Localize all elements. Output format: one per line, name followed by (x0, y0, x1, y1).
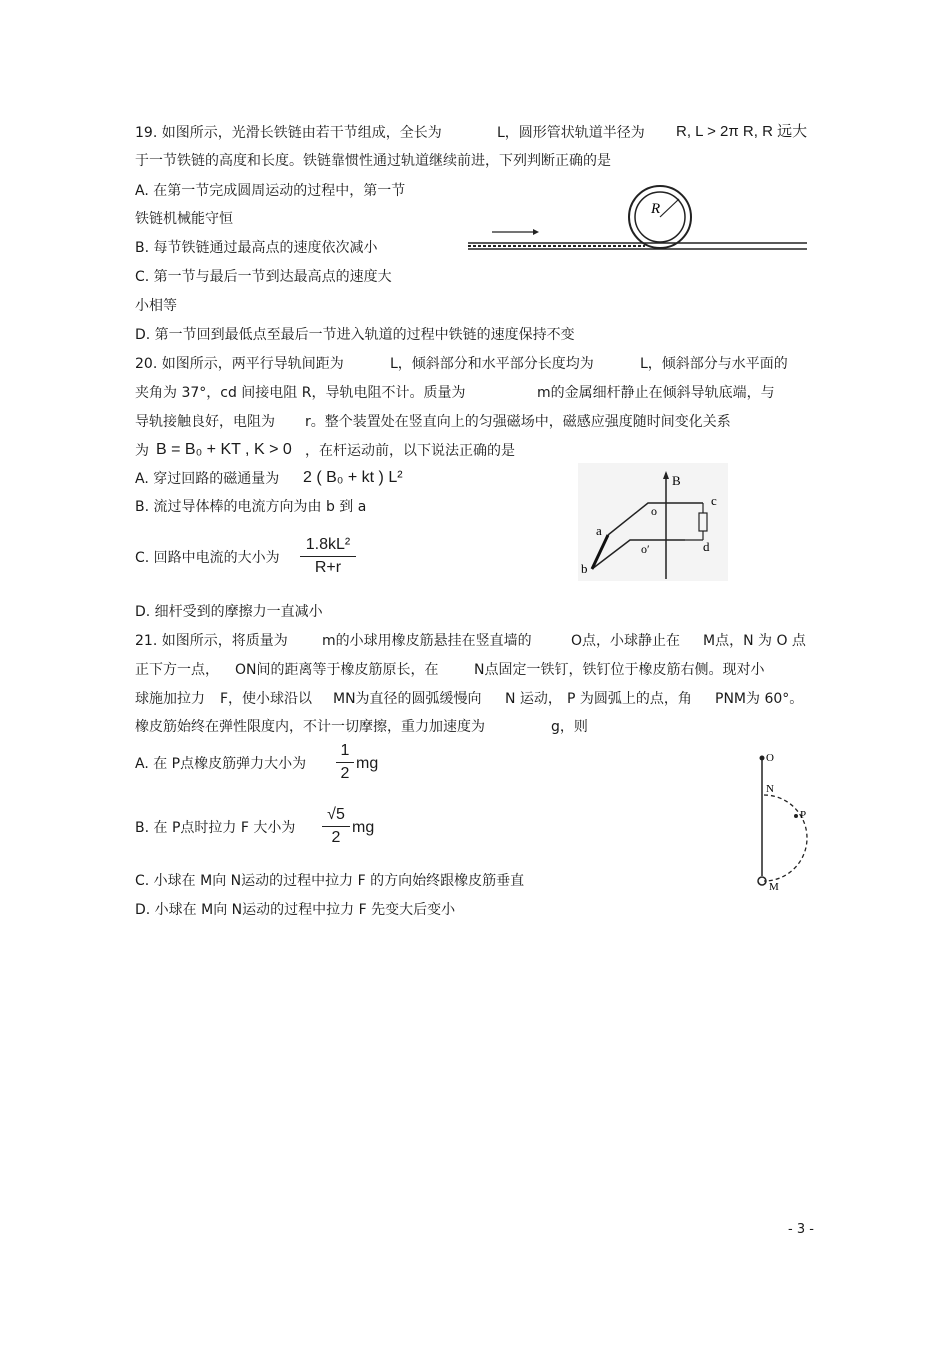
q20-line1b: L，倾斜部分和水平部分长度均为 (390, 356, 594, 372)
q20-option-d: D. 细杆受到的摩擦力一直减小 (135, 604, 323, 620)
q21-line4b: g，则 (551, 719, 588, 735)
q20-fig-label-o: o (651, 504, 657, 518)
q21-option-a-denominator: 2 (340, 765, 350, 782)
q20-option-a: A. 穿过回路的磁通量为 (135, 471, 280, 487)
q20-fig-label-b-end: b (581, 561, 588, 576)
q19-fig-label-r: R (651, 201, 661, 217)
q19-track-figure (465, 180, 810, 255)
q21-line3e: P 为圆弧上的点，角 (567, 691, 692, 707)
q21-option-b-denominator: 2 (331, 829, 341, 846)
q19-option-c2: 小相等 (135, 298, 177, 314)
q20-fig-label-a: a (596, 523, 602, 538)
fraction-bar (322, 826, 350, 827)
q19-line1a: 19. 如图所示，光滑长铁链由若干节组成，全长为 (135, 125, 442, 141)
q21-fig-label-o: O (766, 752, 774, 764)
fraction-bar (300, 556, 356, 557)
q21-line1c: O点，小球静止在 (571, 633, 681, 649)
q19-line2: 于一节铁链的高度和长度。铁链靠惯性通过轨道继续前进，下列判断正确的是 (135, 153, 611, 169)
q21-option-a: A. 在 P点橡皮筋弹力大小为 (135, 756, 307, 772)
q21-line1d: M点，N 为 O 点 (703, 633, 806, 649)
q20-rails-figure (578, 463, 728, 581)
q20-fig-label-o-prime: o′ (641, 542, 650, 556)
q20-option-b: B. 流过导体棒的电流方向为由 b 到 a (135, 499, 367, 515)
q20-option-c-numerator: 1.8kL² (305, 536, 351, 553)
q21-option-b: B. 在 P点时拉力 F 大小为 (135, 820, 296, 836)
q21-line1a: 21. 如图所示，将质量为 (135, 633, 288, 649)
q21-fig-label-n: N (766, 783, 774, 795)
q20-line2a: 夹角为 37°，cd 间接电阻 R，导轨电阻不计。质量为 (135, 385, 466, 401)
q21-line3f: PNM为 60°。 (715, 691, 804, 707)
q21-arc-figure (745, 748, 820, 898)
page-number: - 3 - (788, 1222, 814, 1237)
q20-fig-label-c: c (711, 493, 717, 508)
q21-line3b: F，使小球沿以 (220, 691, 313, 707)
q19-line1c: R, L > 2π R, R 远大 (676, 123, 808, 140)
q21-line2a: 正下方一点， (135, 662, 219, 678)
q21-option-b-fraction (322, 806, 350, 847)
q21-option-c: C. 小球在 M向 N运动的过程中拉力 F 的方向始终跟橡皮筋垂直 (135, 873, 525, 889)
q20-line3b: r。整个装置处在竖直向上的匀强磁场中，磁感应强度随时间变化关系 (305, 414, 731, 430)
q20-line4a: 为 (135, 443, 149, 459)
q21-option-a-numerator: 1 (340, 742, 350, 759)
q19-option-a2: 铁链机械能守恒 (135, 211, 233, 227)
q19-option-b: B. 每节铁链通过最高点的速度依次减小 (135, 240, 378, 256)
q21-line2c: N点固定一铁钉，铁钉位于橡皮筋右侧。现对小 (474, 662, 765, 678)
q21-line3c: MN为直径的圆弧缓慢向 (333, 691, 482, 707)
q20-option-a-formula: 2 ( B₀ + kt ) L² (303, 469, 403, 486)
q21-option-a-unit: mg (356, 755, 379, 772)
q21-fig-label-p: P (800, 809, 807, 821)
q20-line3a: 导轨接触良好，电阻为 (135, 414, 275, 430)
q20-line2b: m的金属细杆静止在倾斜导轨底端，与 (537, 385, 775, 401)
fraction-bar (336, 762, 354, 763)
q20-formula-b: B = B₀ + KT , K > 0 (156, 441, 292, 458)
q20-line1c: L，倾斜部分与水平面的 (640, 356, 788, 372)
q19-option-d: D. 第一节回到最低点至最后一节进入轨道的过程中铁链的速度保持不变 (135, 327, 575, 343)
q20-option-c-fraction (300, 536, 356, 577)
q19-option-a1: A. 在第一节完成圆周运动的过程中，第一节 (135, 183, 406, 199)
q21-line1b: m的小球用橡皮筋悬挂在竖直墙的 (322, 633, 532, 649)
q20-option-c-denominator: R+r (314, 559, 342, 576)
q21-option-b-numerator: √5 (327, 806, 345, 823)
q21-line3d: N 运动， (505, 691, 562, 707)
q21-line2b: ON间的距离等于橡皮筋原长，在 (235, 662, 439, 678)
q21-fig-label-m: M (769, 881, 779, 893)
q21-line3a: 球施加拉力 (135, 691, 205, 707)
q20-line1a: 20. 如图所示，两平行导轨间距为 (135, 356, 344, 372)
q21-option-b-unit: mg (352, 819, 375, 836)
q21-option-a-fraction (336, 742, 354, 783)
q21-option-d: D. 小球在 M向 N运动的过程中拉力 F 先变大后变小 (135, 902, 456, 918)
q20-line4b: ，在杆运动前，以下说法正确的是 (305, 443, 515, 459)
q20-option-c: C. 回路中电流的大小为 (135, 550, 280, 566)
q20-fig-label-b: B (672, 473, 681, 488)
q21-line4a: 橡皮筋始终在弹性限度内，不计一切摩擦，重力加速度为 (135, 719, 485, 735)
q20-fig-label-d: d (703, 539, 710, 554)
q19-line1b: L，圆形管状轨道半径为 (497, 125, 645, 141)
q19-option-c1: C. 第一节与最后一节到达最高点的速度大 (135, 269, 392, 285)
